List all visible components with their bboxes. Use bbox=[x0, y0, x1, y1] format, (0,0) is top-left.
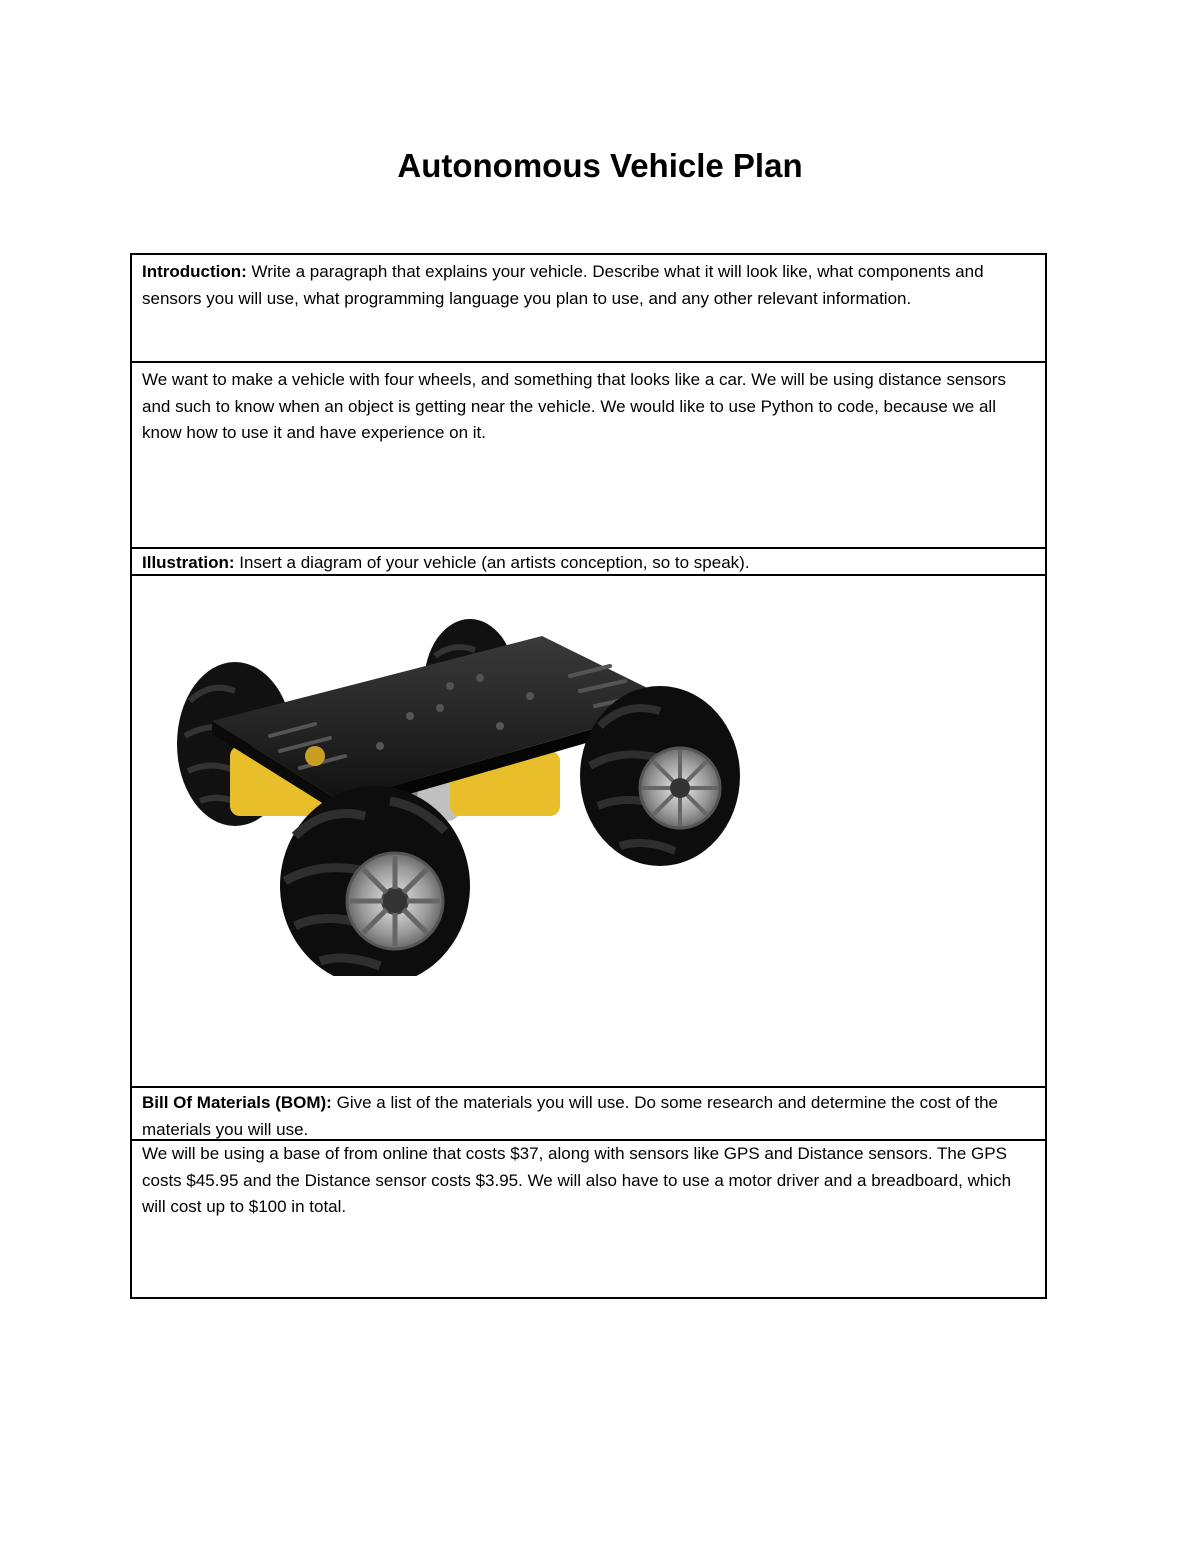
introduction-answer: We want to make a vehicle with four wheels, and something that looks like a car. We will be using distance sensors and such to know when an object is getting near the vehicle. We would like to use Python to code, because we all know how to use it and have experience on it. bbox=[142, 370, 1006, 442]
illustration-image-cell bbox=[132, 576, 1045, 1088]
bom-answer: We will be using a base of from online that costs $37, along with sensors like GPS and Distance sensors. The GPS costs $45.95 and the Distance sensor costs $3.95. We will also have to use a motor driver and a breadboard, which will cost up to $100 in total. bbox=[142, 1144, 1012, 1216]
illustration-label: Illustration: bbox=[142, 553, 235, 572]
front-right-wheel bbox=[580, 686, 740, 866]
bom-answer-cell[interactable] bbox=[132, 1141, 1045, 1297]
bom-label: Bill Of Materials (BOM): bbox=[142, 1093, 332, 1112]
introduction-label: Introduction: bbox=[142, 262, 247, 281]
bom-prompt-cell bbox=[132, 1088, 1045, 1141]
introduction-prompt: Write a paragraph that explains your vehicle. Describe what it will look like, what components and sensors you will use, what programming language you plan to use, and any other relevant information. bbox=[142, 262, 984, 308]
illustration-prompt: Insert a diagram of your vehicle (an artists conception, so to speak). bbox=[239, 553, 750, 572]
bom-prompt: Give a list of the materials you will use. Do some research and determine the cost of the materials you will use. bbox=[142, 1093, 999, 1139]
plan-table bbox=[130, 253, 1047, 1299]
introduction-answer-cell[interactable] bbox=[132, 363, 1045, 549]
document-title: Autonomous Vehicle Plan bbox=[397, 147, 803, 184]
introduction-prompt-cell bbox=[132, 255, 1045, 363]
robot-car-chassis-icon bbox=[150, 596, 750, 976]
illustration-prompt-cell bbox=[132, 549, 1045, 576]
